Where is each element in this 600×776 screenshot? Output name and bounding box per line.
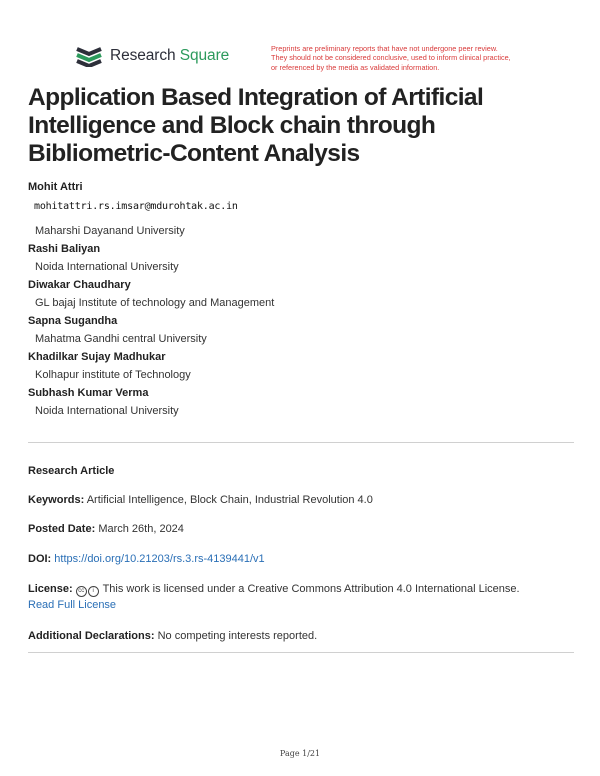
- author-affiliation: Noida International University: [35, 405, 179, 417]
- additional-declarations: Additional Declarations: No competing interests reported.: [28, 630, 318, 642]
- creative-commons-icon: cc: [76, 586, 87, 597]
- author-affiliation: Kolhapur institute of Technology: [35, 369, 191, 381]
- author-affiliation: Maharshi Dayanand University: [35, 225, 185, 237]
- author-name: Diwakar Chaudhary: [28, 279, 131, 291]
- section-divider: [28, 442, 574, 443]
- section-divider: [28, 652, 574, 653]
- author-affiliation: Noida International University: [35, 261, 179, 273]
- author-list: [28, 178, 568, 420]
- doi: DOI: https://doi.org/10.21203/rs.3.rs-4139441/v1: [28, 553, 265, 565]
- preprint-disclaimer: [271, 44, 541, 72]
- paper-title: Application Based Integration of Artificial Intelligence and Block chain through Bibliometric-Content Analysis: [28, 84, 484, 167]
- page-number: Page 1/21: [279, 749, 321, 758]
- logo-wordmark: Research Square: [110, 47, 230, 64]
- research-square-logo[interactable]: [75, 45, 229, 67]
- author-name: Khadilkar Sujay Madhukar: [28, 351, 166, 363]
- article-type: Research Article: [28, 465, 115, 477]
- author-name: Sapna Sugandha: [28, 315, 118, 327]
- license: License: cc i This work is licensed under a Creative Commons Attribution 4.0 International License. Read Full License: [28, 583, 520, 611]
- disclaimer-line: They should not be considered conclusive, used to inform clinical practice,: [271, 53, 511, 63]
- author-affiliation: GL bajaj Institute of technology and Management: [35, 297, 275, 309]
- author-affiliation: Mahatma Gandhi central University: [35, 333, 207, 345]
- disclaimer-line: Preprints are preliminary reports that have not undergone peer review.: [271, 44, 498, 53]
- keywords: Keywords: Artificial Intelligence, Block Chain, Industrial Revolution 4.0: [28, 494, 373, 506]
- doi-link[interactable]: https://doi.org/10.21203/rs.3.rs-4139441/v1: [54, 553, 265, 565]
- author-name: Mohit Attri: [28, 181, 83, 193]
- posted-date: Posted Date: March 26th, 2024: [28, 523, 184, 535]
- author-email[interactable]: mohitattri.rs.imsar@mdurohtak.ac.in: [34, 201, 238, 212]
- disclaimer-line: or referenced by the media as validated information.: [271, 62, 440, 72]
- read-full-license-link[interactable]: Read Full License: [28, 599, 117, 611]
- attribution-icon: i: [88, 586, 99, 597]
- author-name: Subhash Kumar Verma: [28, 387, 149, 399]
- research-square-logo-icon: [75, 45, 103, 67]
- author-name: Rashi Baliyan: [28, 243, 101, 255]
